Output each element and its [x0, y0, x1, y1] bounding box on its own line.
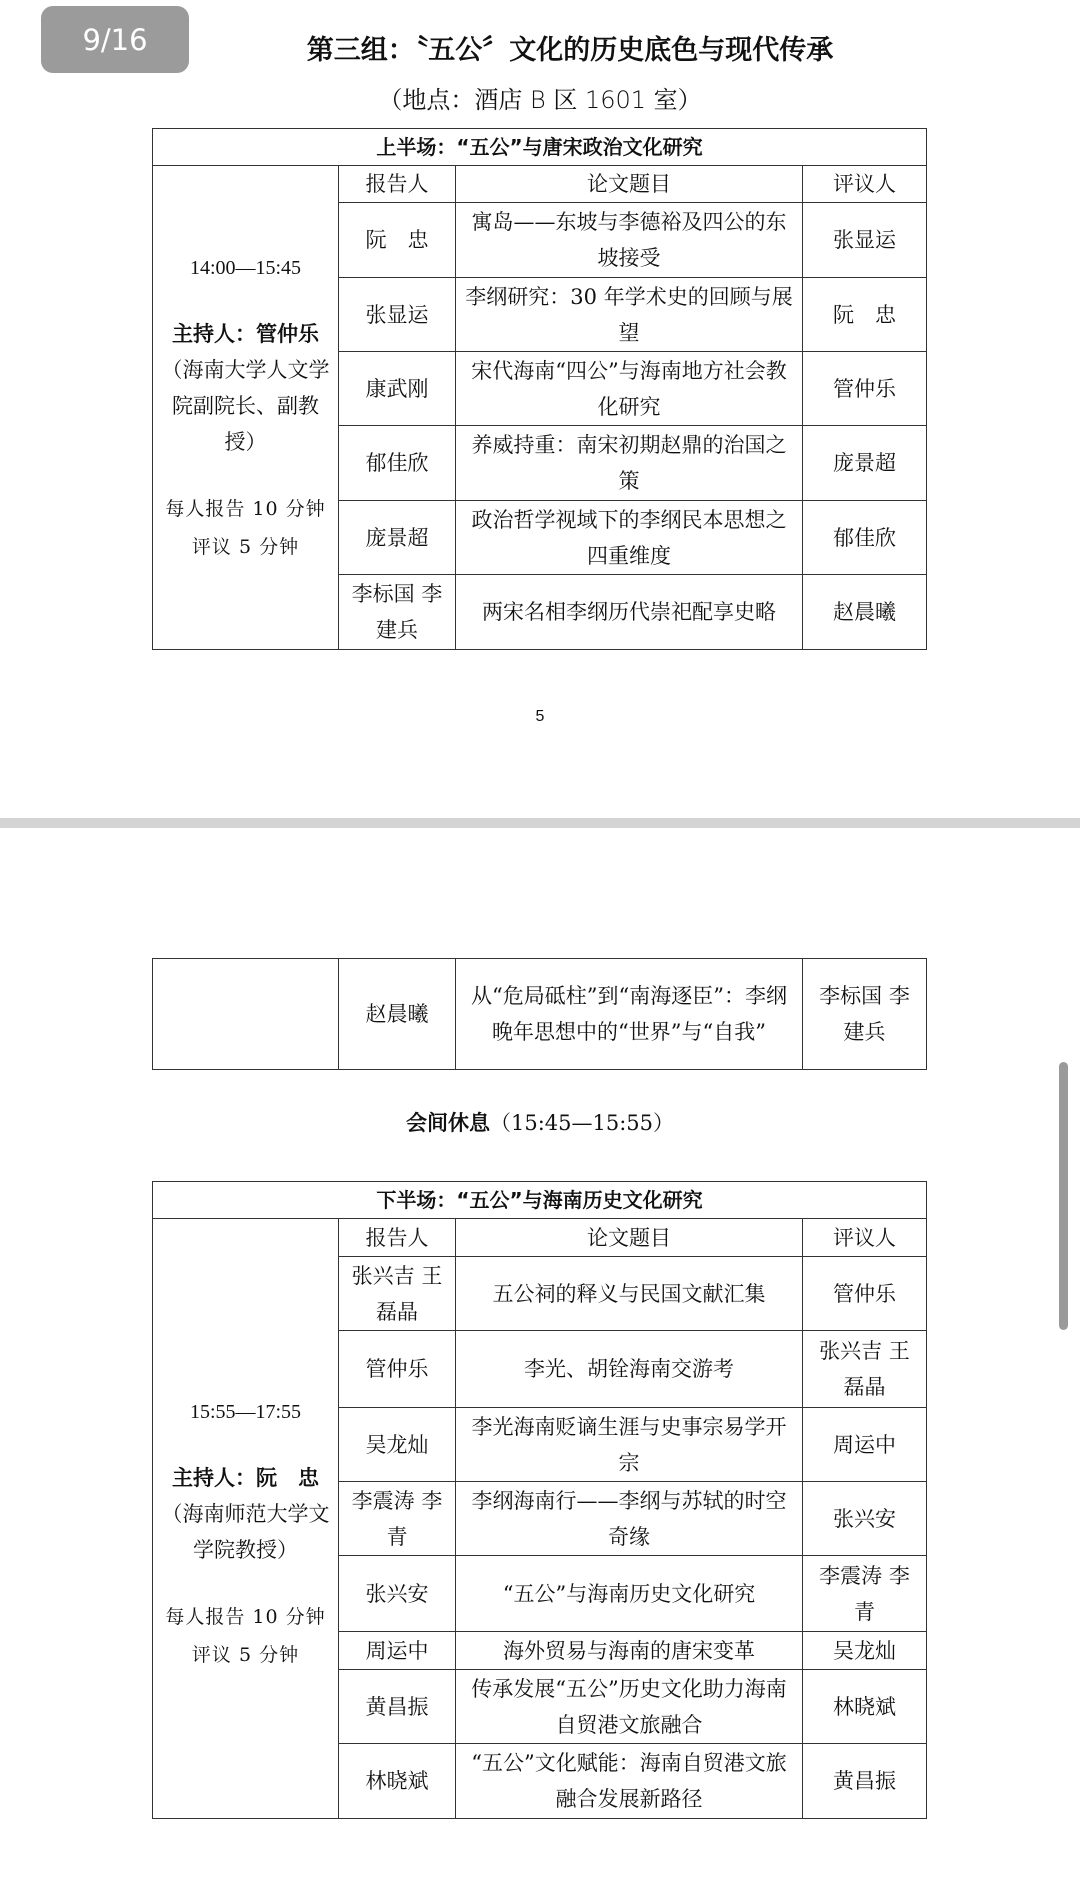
topic-cell: 养威持重：南宋初期赵鼎的治国之策: [456, 426, 803, 501]
break-line: [0, 1107, 1080, 1137]
reporter-cell: 李震涛 李 青: [339, 1482, 456, 1556]
reporter-cell: 管仲乐: [339, 1331, 456, 1408]
venue-location: （地点：酒店 B 区 1601 室）: [378, 86, 702, 114]
column-header-reporter: 报告人: [339, 166, 456, 203]
session1-info-cell: [153, 166, 339, 650]
reviewer-cell: 林晓斌: [803, 1670, 927, 1744]
reviewer-cell: 张显运: [803, 203, 927, 278]
session1-table: [152, 128, 927, 650]
reviewer-cell: 庞景超: [803, 426, 927, 501]
topic-cell: 两宋名相李纲历代崇祀配享史略: [456, 575, 803, 650]
column-header-reporter: 报告人: [339, 1219, 456, 1257]
topic-cell: 李纲研究：30 年学术史的回顾与展望: [456, 278, 803, 352]
topic-cell: “五公”文化赋能：海南自贸港文旅融合发展新路径: [456, 1744, 803, 1819]
column-header-topic: 论文题目: [456, 1219, 803, 1257]
session1-time: 14:00—15:45: [189, 256, 302, 279]
reviewer-cell: 张兴安: [803, 1482, 927, 1556]
reporter-cell: 赵晨曦: [339, 959, 456, 1070]
reporter-cell: 张显运: [339, 278, 456, 352]
reporter-cell: 康武刚: [339, 352, 456, 426]
topic-cell: 政治哲学视域下的李纲民本思想之四重维度: [456, 501, 803, 575]
reporter-cell: 周运中: [339, 1632, 456, 1670]
pdf-page-5: [0, 0, 1080, 818]
page-number: 5: [535, 708, 545, 725]
topic-cell: 李纲海南行——李纲与苏轼的时空奇缘: [456, 1482, 803, 1556]
session2-host-affiliation: （海南师范大学文学院教授）: [161, 1501, 330, 1562]
reviewer-cell: 管仲乐: [803, 352, 927, 426]
reporter-cell: 张兴吉 王磊晶: [339, 1257, 456, 1331]
break-label: 会间休息: [405, 1111, 490, 1135]
scrollbar-thumb[interactable]: [1059, 1062, 1068, 1330]
reviewer-cell: 黄昌振: [803, 1744, 927, 1819]
reporter-cell: 黄昌振: [339, 1670, 456, 1744]
topic-cell: 海外贸易与海南的唐宋变革: [456, 1632, 803, 1670]
topic-cell: 李光、胡铨海南交游考: [456, 1331, 803, 1408]
reporter-cell: 林晓斌: [339, 1744, 456, 1819]
session1-host: 主持人：管仲乐: [172, 321, 319, 346]
column-header-reviewer: 评议人: [803, 166, 927, 203]
topic-cell: “五公”与海南历史文化研究: [456, 1556, 803, 1632]
reviewer-cell: 管仲乐: [803, 1257, 927, 1331]
session2-time: 15:55—17:55: [189, 1400, 302, 1423]
reviewer-cell: 周运中: [803, 1408, 927, 1482]
reporter-cell: 郁佳欣: [339, 426, 456, 501]
column-header-topic: 论文题目: [456, 166, 803, 203]
info-cell-empty: [153, 959, 339, 1070]
topic-cell: 寓岛——东坡与李德裕及四公的东坡接受: [456, 203, 803, 278]
session2-rule-review: 评议 5 分钟: [191, 1643, 300, 1666]
reviewer-cell: 阮 忠: [803, 278, 927, 352]
session1-host-affiliation: （海南大学人文学院副院长、副教授）: [161, 357, 330, 454]
topic-cell: 五公祠的释义与民国文献汇集: [456, 1257, 803, 1331]
session2-rule-report: 每人报告 10 分钟: [165, 1605, 326, 1628]
reporter-cell: 吴龙灿: [339, 1408, 456, 1482]
reviewer-cell: 赵晨曦: [803, 575, 927, 650]
page-indicator: 9/16: [41, 6, 189, 73]
reviewer-cell: 李震涛 李 青: [803, 1556, 927, 1632]
session1-rule-review: 评议 5 分钟: [191, 535, 300, 558]
session2-table: [152, 1181, 931, 1819]
table-row: [153, 959, 927, 1070]
reporter-cell: 李标国 李建兵: [339, 575, 456, 650]
reviewer-cell: 李标国 李建兵: [803, 959, 927, 1070]
reviewer-cell: 吴龙灿: [803, 1632, 927, 1670]
topic-cell: 从“危局砥柱”到“南海逐臣”：李纲晚年思想中的“世界”与“自我”: [456, 959, 803, 1070]
reviewer-cell: 张兴吉 王磊晶: [803, 1331, 927, 1408]
session1-rule-report: 每人报告 10 分钟: [165, 497, 326, 520]
session2-host: 主持人：阮 忠: [172, 1465, 319, 1490]
session2-title: 下半场：“五公”与海南历史文化研究: [153, 1182, 927, 1219]
group-title: 第三组：〝五公〞文化的历史底色与现代传承: [306, 35, 834, 66]
session2-info-cell: [153, 1219, 339, 1819]
session1-title: 上半场：“五公”与唐宋政治文化研究: [153, 129, 927, 166]
column-header-reviewer: 评议人: [803, 1219, 927, 1257]
break-time: （15:45—15:55）: [489, 1111, 675, 1135]
reporter-cell: 阮 忠: [339, 203, 456, 278]
reviewer-cell: 郁佳欣: [803, 501, 927, 575]
reporter-cell: 张兴安: [339, 1556, 456, 1632]
reporter-cell: 庞景超: [339, 501, 456, 575]
topic-cell: 李光海南贬谪生涯与史事宗易学开宗: [456, 1408, 803, 1482]
page-separator: [0, 818, 1080, 828]
session1-continued-table: [152, 958, 927, 1070]
topic-cell: 传承发展“五公”历史文化助力海南自贸港文旅融合: [456, 1670, 803, 1744]
topic-cell: 宋代海南“四公”与海南地方社会教化研究: [456, 352, 803, 426]
